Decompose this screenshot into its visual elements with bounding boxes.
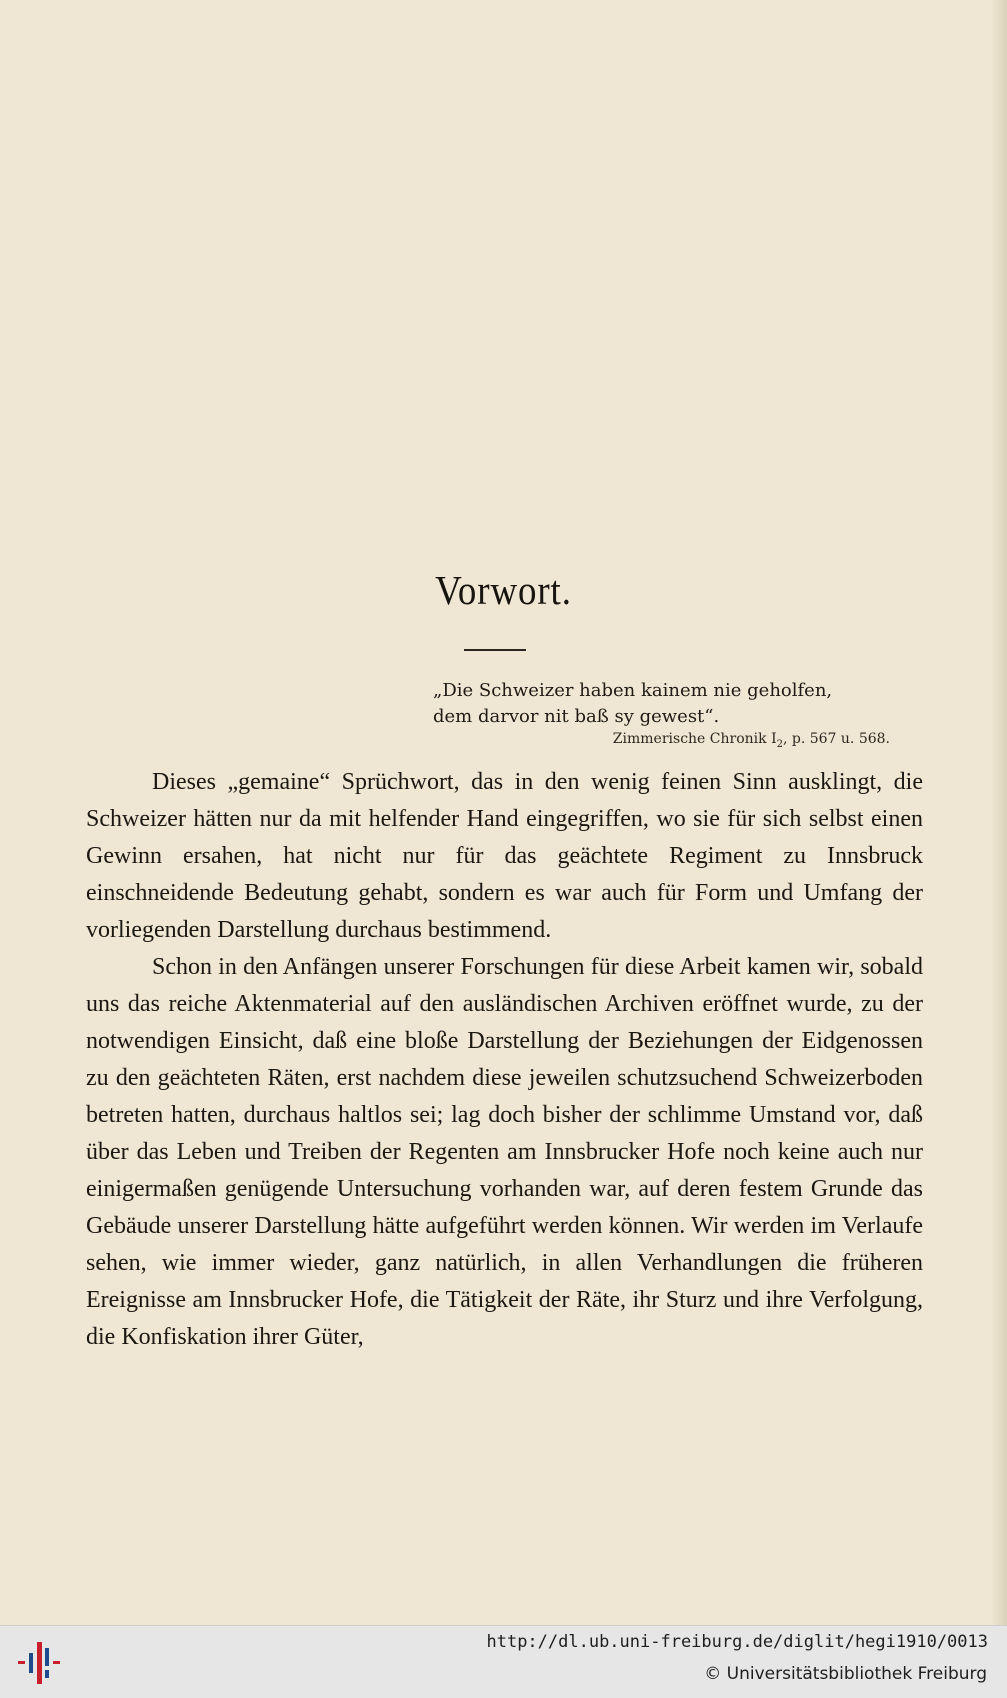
- title-divider: [464, 649, 526, 651]
- copyright-notice: © Universitätsbibliothek Freiburg: [704, 1664, 987, 1684]
- ub-freiburg-logo-icon[interactable]: [14, 1640, 68, 1686]
- body-text: [86, 764, 923, 1356]
- epigraph-line: dem darvor nit baß sy gewest“.: [433, 706, 720, 727]
- source-title: Zimmerische Chronik I: [612, 731, 777, 747]
- epigraph-line: „Die Schweizer haben kainem nie geholfen,: [433, 680, 833, 701]
- source-pages: , p. 567 u. 568.: [782, 731, 890, 747]
- page-title: Vorwort.: [435, 567, 572, 613]
- epigraph-source: [570, 731, 890, 750]
- paragraph: Schon in den Anfängen unserer Forschungen für diese Arbeit kamen wir, sobald uns das reiche Aktenmaterial auf den ausländischen Archiven eröffnet wurde, zu der notwendigen Einsicht, daß eine bloße Darstellung der Beziehungen der Eidgenossen zu den geächteten Räten, erst nachdem diese jeweilen schutzsuchend Schweizerboden betreten hatten, durchaus haltlos sei; lag doch bisher der schlimme Umstand vor, daß über das Leben und Treiben der Regenten am Innsbrucker Hofe noch keine auch nur einigermaßen genügende Untersuchung vorhanden war, auf deren festem Grunde das Gebäude unserer Darstellung hätte aufgeführt werden können. Wir werden im Verlaufe sehen, wie immer wieder, ganz natürlich, in allen Verhandlungen die früheren Ereignisse am Innsbrucker Hofe, die Tätigkeit der Räte, ihr Sturz und ihre Verfolgung, die Konfiskation ihrer Güter,: [86, 954, 923, 1350]
- source-subscript: 2: [776, 738, 783, 750]
- viewer-footer: [0, 1625, 1007, 1698]
- paragraph: Dieses „gemaine“ Sprüchwort, das in den wenig feinen Sinn ausklingt, die Schweizer hätten nur da mit helfender Hand eingegriffen, wo sie für sich selbst einen Gewinn ersahen, hat nicht nur für das geächtete Regiment zu Innsbruck einschneidende Bedeutung gehabt, sondern es war auch für Form und Umfang der vorliegenden Darstellung durchaus bestimmend.: [86, 769, 923, 943]
- permalink-url[interactable]: http://dl.ub.uni-freiburg.de/diglit/hegi1910/0013: [486, 1632, 988, 1652]
- epigraph: [433, 678, 893, 730]
